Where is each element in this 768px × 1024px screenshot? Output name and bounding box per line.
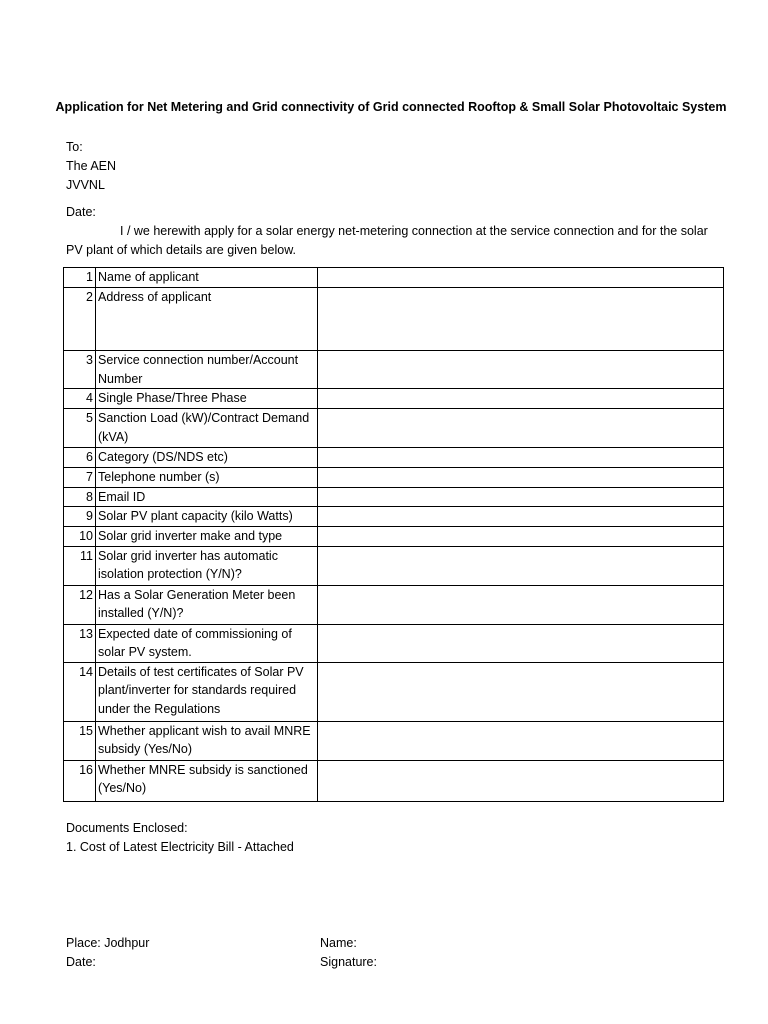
row-value-field[interactable] [318,721,724,760]
row-number: 9 [64,507,96,527]
row-label: Address of applicant [96,288,318,351]
row-number: 10 [64,527,96,547]
row-value-field[interactable] [318,351,724,389]
row-number: 13 [64,624,96,662]
table-row [64,268,724,288]
intro-paragraph: I / we herewith apply for a solar energy net-metering connection at the service connection and for the solar PV plant of which details are given below. [66,224,708,257]
row-label: Name of applicant [96,268,318,288]
table-row [64,487,724,507]
row-label: Service connection number/Account Number [96,351,318,389]
row-value-field[interactable] [318,268,724,288]
footer-date-field: Date: [66,955,96,969]
table-row [64,409,724,448]
row-number: 8 [64,487,96,507]
row-label: Details of test certificates of Solar PV plant/inverter for standards required under the Regulations [96,662,318,721]
row-number: 2 [64,288,96,351]
row-value-field[interactable] [318,448,724,468]
table-row [64,624,724,662]
row-label: Category (DS/NDS etc) [96,448,318,468]
row-value-field[interactable] [318,409,724,448]
table-row [64,351,724,389]
place-field: Place: Jodhpur [66,936,150,950]
row-value-field[interactable] [318,585,724,624]
row-number: 4 [64,389,96,409]
row-number: 5 [64,409,96,448]
row-value-field[interactable] [318,288,724,351]
row-label: Telephone number (s) [96,468,318,488]
row-label: Sanction Load (kW)/Contract Demand (kVA) [96,409,318,448]
table-row [64,546,724,585]
row-label: Whether applicant wish to avail MNRE subsidy (Yes/No) [96,721,318,760]
row-label: Solar PV plant capacity (kilo Watts) [96,507,318,527]
table-row [64,468,724,488]
row-value-field[interactable] [318,527,724,547]
row-label: Email ID [96,487,318,507]
name-field: Name: [320,936,357,950]
row-value-field[interactable] [318,624,724,662]
document-item: 1. Cost of Latest Electricity Bill - Attached [66,840,294,854]
row-label: Solar grid inverter has automatic isolation protection (Y/N)? [96,546,318,585]
row-label: Has a Solar Generation Meter been installed (Y/N)? [96,585,318,624]
table-row [64,389,724,409]
table-row [64,760,724,801]
row-number: 16 [64,760,96,801]
table-row [64,507,724,527]
row-number: 7 [64,468,96,488]
documents-heading: Documents Enclosed: [66,821,188,835]
signature-field: Signature: [320,955,377,969]
row-value-field[interactable] [318,760,724,801]
row-label: Single Phase/Three Phase [96,389,318,409]
table-row [64,662,724,721]
row-number: 11 [64,546,96,585]
date-label: Date: [66,205,96,219]
row-label: Expected date of commissioning of solar PV system. [96,624,318,662]
row-value-field[interactable] [318,546,724,585]
row-value-field[interactable] [318,389,724,409]
row-number: 12 [64,585,96,624]
row-number: 6 [64,448,96,468]
row-value-field[interactable] [318,662,724,721]
table-row [64,288,724,351]
document-title: Application for Net Metering and Grid connectivity of Grid connected Rooftop & Small Solar Photovoltaic System [55,100,727,114]
row-number: 1 [64,268,96,288]
row-label: Solar grid inverter make and type [96,527,318,547]
row-number: 15 [64,721,96,760]
addressee-line-2: JVVNL [66,178,105,192]
table-row [64,448,724,468]
application-details-table [63,267,724,802]
row-value-field[interactable] [318,507,724,527]
table-row [64,585,724,624]
row-number: 3 [64,351,96,389]
row-value-field[interactable] [318,468,724,488]
to-label: To: [66,140,83,154]
table-row [64,527,724,547]
row-label: Whether MNRE subsidy is sanctioned (Yes/No) [96,760,318,801]
row-number: 14 [64,662,96,721]
row-value-field[interactable] [318,487,724,507]
addressee-line-1: The AEN [66,159,117,173]
table-row [64,721,724,760]
